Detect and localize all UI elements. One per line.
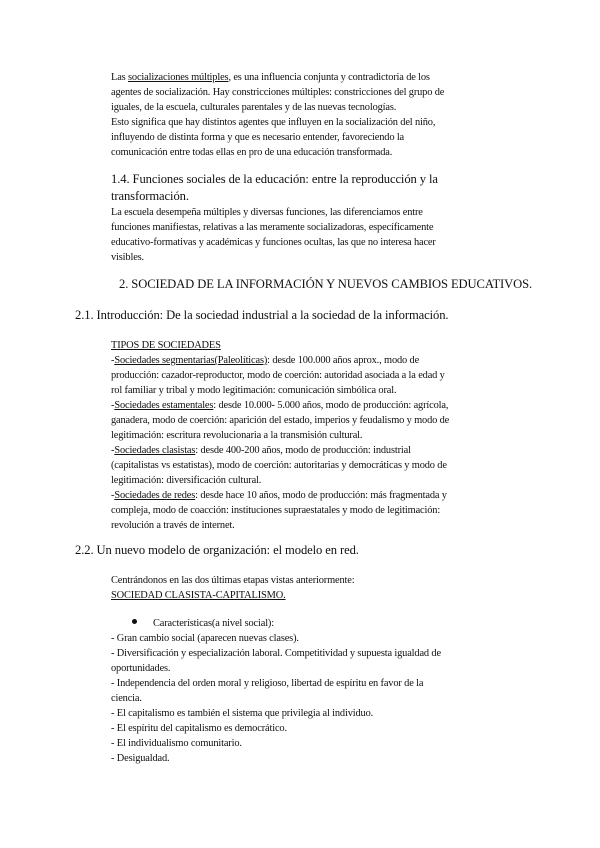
tipos-heading: TIPOS DE SOCIEDADES bbox=[111, 340, 221, 351]
caracteristicas-list bbox=[111, 631, 441, 766]
tipos-sociedades bbox=[111, 338, 449, 533]
s14-line-4: visibles. bbox=[111, 252, 144, 263]
section-1-4-title-line-1: 1.4. Funciones sociales de la educación: entre la reproducción y la bbox=[111, 172, 438, 186]
est-line-1: -Sociedades estamentales: desde 10.000- 5.000 años, modo de producción: agrícola, bbox=[111, 400, 449, 411]
seg-term: Sociedades segmentarias(Paleolíticas) bbox=[114, 355, 268, 366]
cla-line-3: legitimación: diversificación cultural. bbox=[111, 475, 262, 486]
red-line-3: revolución a través de internet. bbox=[111, 520, 235, 531]
section-1-4-body bbox=[111, 205, 436, 265]
cla-line-1: -Sociedades clasistas: desde 400-200 años, modo de producción: industrial bbox=[111, 445, 411, 456]
list-item: - Independencia del orden moral y religioso, libertad de espíritu en favor de la bbox=[111, 678, 424, 689]
list-item: - El capitalismo es también el sistema que privilegia al individuo. bbox=[111, 708, 374, 719]
cla-line-2: (capitalistas vs estatistas), modo de coerción: autoritarias y democráticas y modo de bbox=[111, 460, 447, 471]
list-item: - El espíritu del capitalismo es democrático. bbox=[111, 723, 287, 734]
capitalismo-block bbox=[111, 573, 355, 603]
est-term: Sociedades estamentales bbox=[114, 400, 214, 411]
list-item: - Gran cambio social (aparecen nuevas clases). bbox=[111, 633, 299, 644]
intro-paragraph bbox=[111, 70, 444, 160]
red-line-2: compleja, modo de coacción: instituciones supraestatales y modo de legitimación: bbox=[111, 505, 441, 516]
intro-line-3: iguales, de la escuela, culturales parentales y de las nuevas tecnologías. bbox=[111, 102, 397, 113]
intro-line-1: Las socializaciones múltiples, es una influencia conjunta y contradictoria de los bbox=[111, 72, 430, 83]
cla-term: Sociedades clasistas bbox=[114, 445, 196, 456]
red-line-1: -Sociedades de redes: desde hace 10 años, modo de producción: más fragmentada y bbox=[111, 490, 447, 501]
intro-line-2: agentes de socialización. Hay constricciones múltiples: constricciones del grupo de bbox=[111, 87, 445, 98]
section-1-4 bbox=[111, 171, 438, 204]
list-item: - El individualismo comunitario. bbox=[111, 738, 242, 749]
socializaciones-term: socializaciones múltiples bbox=[128, 72, 229, 83]
intro-line-4: Esto significa que hay distintos agentes que influyen en la socialización del niño, bbox=[111, 117, 436, 128]
cap-line-1: Centrándonos en las dos últimas etapas vistas anteriormente: bbox=[111, 575, 355, 586]
est-line-3: legitimación: escritura revolucionaria a la transmisión cultural. bbox=[111, 430, 363, 441]
caracteristicas-bullet bbox=[132, 616, 274, 631]
seg-line-1: -Sociedades segmentarias(Paleolíticas): desde 100.000 años aprox., modo de bbox=[111, 355, 420, 366]
intro-line-6: comunicación entre todas ellas en pro de una educación transformada. bbox=[111, 147, 393, 158]
est-line-2: ganadera, modo de coerción: aparición del estado, imperios y feudalismo y modo de bbox=[111, 415, 450, 426]
section-2-2-title: 2.2. Un nuevo modelo de organización: el modelo en red. bbox=[75, 543, 359, 557]
s14-line-1: La escuela desempeña múltiples y diversas funciones, las diferenciamos entre bbox=[111, 207, 423, 218]
section-1-4-title-line-2: transformación. bbox=[111, 188, 189, 203]
seg-line-3: rol familiar y tribal y modo legitimación: comunicación simbólica oral. bbox=[111, 385, 397, 396]
list-item: - Diversificación y especialización laboral. Competitividad y supuesta igualdad de bbox=[111, 648, 441, 659]
seg-line-2: producción: cazador-reproductor, modo de coerción: autoridad asociada a la edad y bbox=[111, 370, 445, 381]
s14-line-2: funciones manifiestas, relativas a las meramente socializadoras, específicamente bbox=[111, 222, 434, 233]
cap-line-2: SOCIEDAD CLASISTA-CAPITALISMO. bbox=[111, 590, 286, 601]
section-2-1-title: 2.1. Introducción: De la sociedad industrial a la sociedad de la información. bbox=[75, 308, 449, 322]
bullet-icon bbox=[132, 619, 137, 624]
section-2-title: 2. SOCIEDAD DE LA INFORMACIÓN Y NUEVOS CAMBIOS EDUCATIVOS. bbox=[119, 277, 533, 291]
caracteristicas-label: Características(a nivel social): bbox=[153, 618, 274, 629]
list-item: oportunidades. bbox=[111, 663, 171, 674]
intro-line-5: influyendo de distinta forma y que es necesario entender, favoreciendo la bbox=[111, 132, 405, 143]
list-item: ciencia. bbox=[111, 693, 142, 704]
list-item: - Desigualdad. bbox=[111, 753, 170, 764]
red-term: Sociedades de redes bbox=[114, 490, 196, 501]
s14-line-3: educativo-formativas y académicas y funciones ocultas, las que no interesa hacer bbox=[111, 237, 436, 248]
